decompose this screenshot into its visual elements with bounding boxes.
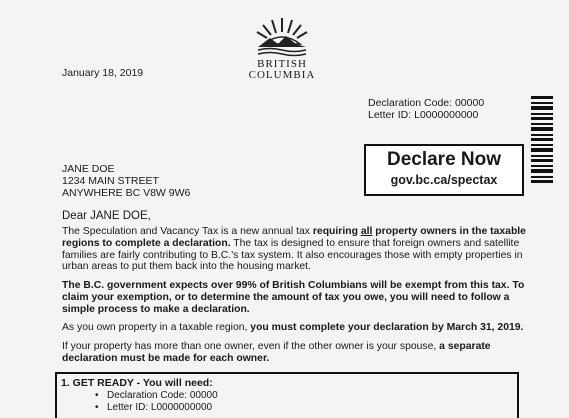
code-block bbox=[368, 97, 484, 121]
recipient-name: JANE DOE bbox=[62, 163, 115, 175]
bullet-icon: • bbox=[95, 390, 99, 401]
letter-id: Letter ID: L0000000000 bbox=[368, 109, 479, 121]
logo-text-british: BRITISH bbox=[257, 58, 307, 70]
letter-date: January 18, 2019 bbox=[62, 67, 144, 79]
recipient-address bbox=[62, 163, 190, 199]
salutation: Dear JANE DOE, bbox=[62, 210, 151, 222]
get-ready-box: 1. GET READY - You will need: • Declaration Code: 00000 • Letter ID: L0000000000 bbox=[55, 372, 519, 418]
get-ready-title: 1. GET READY - You will need: bbox=[61, 377, 213, 389]
bc-logo bbox=[246, 14, 318, 81]
declaration-code: Declaration Code: 00000 bbox=[368, 97, 485, 109]
declare-now-box bbox=[364, 144, 524, 196]
paragraph-multiple-owners: If your property has more than one owner, even if the other owner is your spouse, a separate declaration must be made for each owner. bbox=[62, 341, 491, 364]
barcode-icon bbox=[531, 96, 553, 186]
paragraph-exemption: The B.C. government expects over 99% of British Columbians will be exempt from this tax. To claim your exemption, or to determine the amount of tax you owe, you will need to follow a simple process to make a declaration. bbox=[62, 280, 525, 315]
sun-mountains-icon bbox=[250, 14, 314, 58]
declare-now-title: Declare Now bbox=[386, 149, 502, 170]
recipient-city: ANYWHERE BC V8W 9W6 bbox=[62, 187, 191, 199]
logo-text-columbia: COLUMBIA bbox=[248, 69, 316, 81]
bullet-icon: • bbox=[95, 402, 99, 413]
declare-url-link[interactable]: gov.bc.ca/spectax bbox=[390, 173, 498, 187]
paragraph-deadline: As you own property in a taxable region, you must complete your declaration by March 31, 2019. bbox=[62, 322, 524, 333]
paragraph-intro: The Speculation and Vacancy Tax is a new annual tax requiring all property owners in the taxable regions to complete a declaration. The tax is designed to ensure that foreign owners and satellite families are fairly contributing to B.C.'s tax system. It also encourages those with empty properties in urban areas to put them back into the housing market. bbox=[62, 226, 526, 273]
recipient-street: 1234 MAIN STREET bbox=[62, 175, 159, 187]
